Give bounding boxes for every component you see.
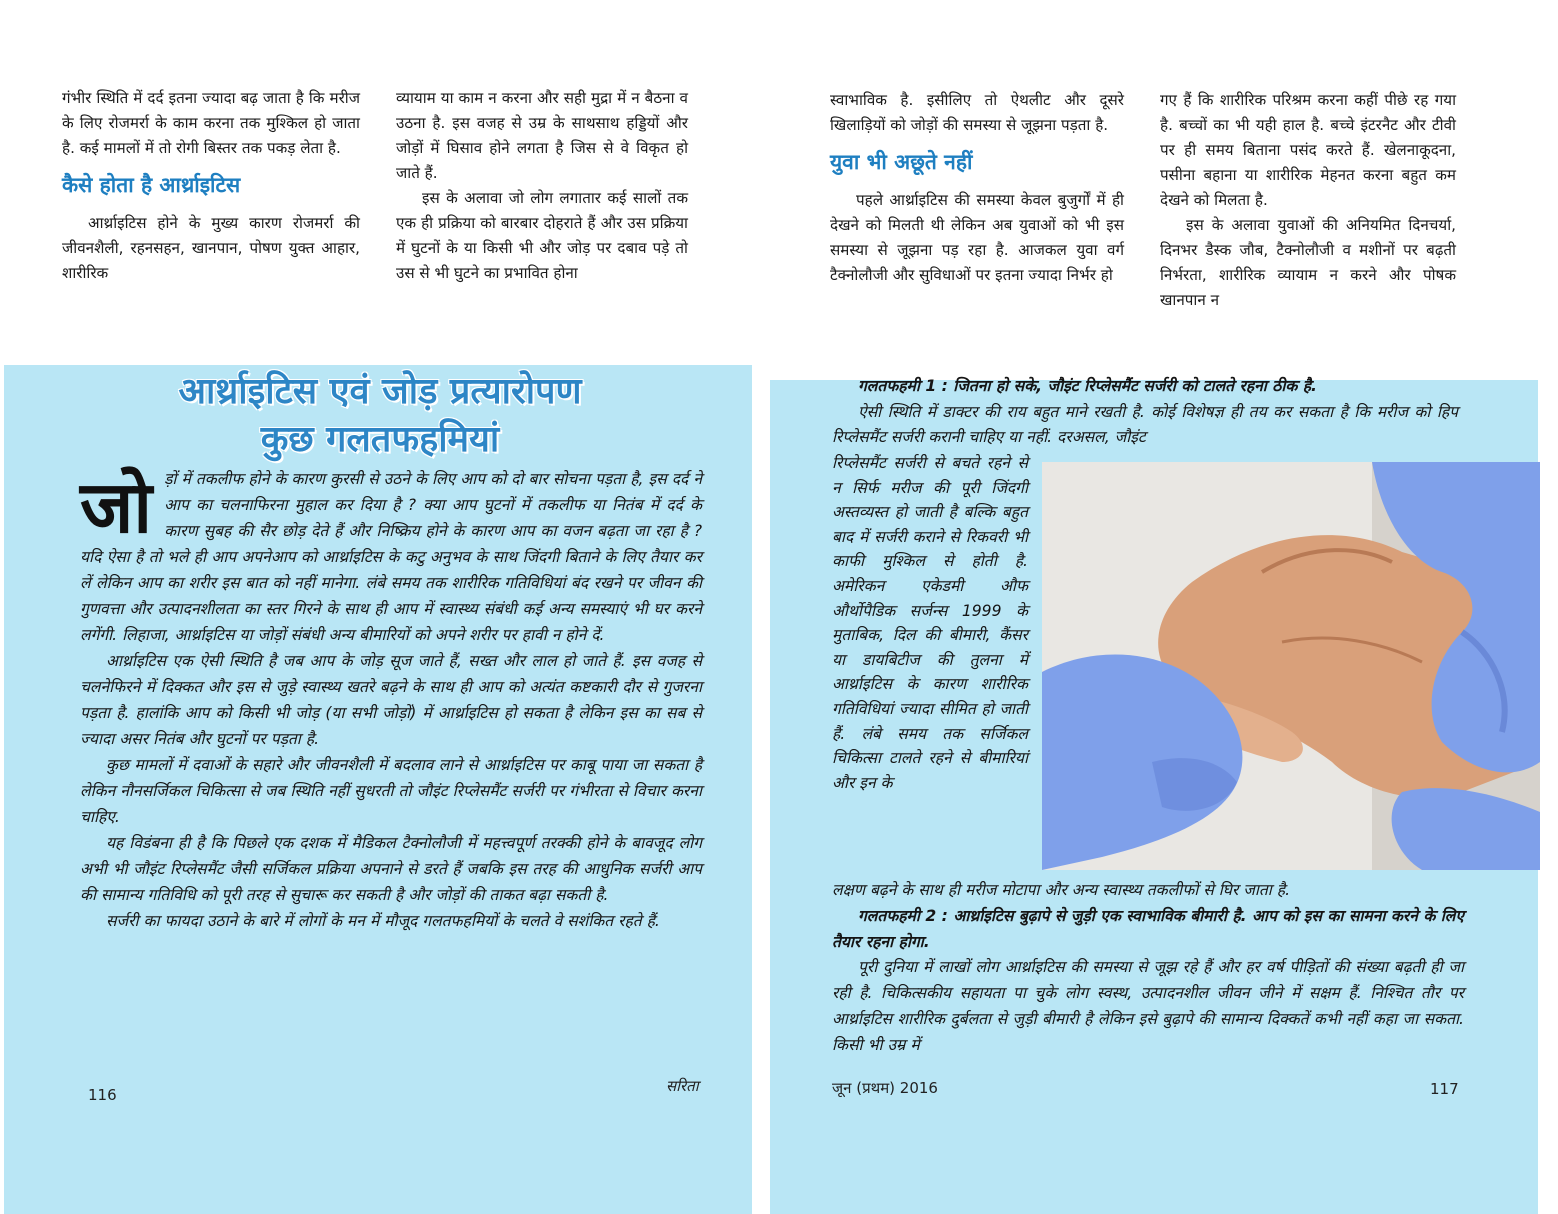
body-para-5: सर्जरी का फायदा उठाने के बारे में लोगों के मन में मौजूद गलतफहमियों के चलते वे सशंकित रहते हैं. (106, 912, 660, 930)
body-para-1 (80, 466, 702, 648)
right-column-2 (1160, 88, 1456, 313)
article-headline (0, 368, 760, 464)
myth-1-heading: गलतफहमी 1 : जितना हो सके, जौइंट रिप्लेसमैंट सर्जरी को टालते रहना ठीक है. (858, 377, 1317, 395)
col2-para-2: इस के अलावा जो लोग लगातार कई सालों तक एक ही प्रक्रिया को बारबार दोहराते हैं और उस प्रक्रिया में घुटनों के या किसी भी और जोड़ पर दबाव पड़े तो उस से भी घुटने का प्रभावित होना (396, 189, 688, 282)
doctor-gloved-hands-image (1042, 462, 1540, 870)
myth-continuation (832, 878, 1464, 1059)
col1-intro-text: गंभीर स्थिति में दर्द इतना ज्यादा बढ़ जाता है कि मरीज के लिए रोजमर्रा के काम करना तक मुश्किल हो जाता है. कई मामलों में तो रोगी बिस्तर तक पकड़ लेता है. (62, 89, 360, 157)
section-heading-youth: युवा भी अछूते नहीं (830, 150, 973, 174)
myth-1-text-full: ऐसी स्थिति में डाक्टर की राय बहुत माने रखती है. कोई विशेषज्ञ ही तय कर सकता है कि मरीज को हिप रिप्लेसमैंट सर्जरी करानी चाहिए या नहीं. दरअसल, जौइंट (832, 402, 1458, 446)
hands-photo (1042, 462, 1540, 870)
body-para-1-text: ड़ों में तकलीफ होने के कारण कुरसी से उठने के लिए आप को दो बार सोचना पड़ता है, इस दर्द ने आप का चलनाफिरना मुहाल कर दिया है ? क्या आप घुटनों में तकलीफ या नितंब में दर्द के कारण सुबह की सैर छोड़ देते हैं और निष्क्रिय होने के कारण आप का वजन बढ़ता जा रहा है ? यदि ऐसा है तो भले ही आप अपनेआप को आर्थ्राइटिस के कटु अनुभव के साथ जिंदगी बिताने के लिए तैयार कर लें लेकिन आप का शरीर इस बात को नहीं मानेगा. लंबे समय तक शारीरिक गतिविधियां बंद रखने पर जीवन की गुणवत्ता और उत्पादनशीलता का स्तर गिरने के साथ ही आप में स्वास्थ्य संबंधी कई अन्य समस्याएं भी घर करने लगेंगी. लिहाजा, आर्थ्राइटिस या जोड़ों संबंधी अन्य बीमारियों को अपने शरीर पर हावी न होने दें. (80, 470, 702, 644)
headline-line-2: कुछ गलतफहमियां (260, 419, 500, 460)
left-column-1 (62, 86, 360, 286)
magazine-name: सरिता (666, 1077, 699, 1095)
col2-para-1: व्यायाम या काम न करना और सही मुद्रा में न बैठना व उठना है. इस वजह से उम्र के साथसाथ हड्डियों और जोड़ों में घिसाव होने लगता है जिस से वे विकृत हो जाते हैं. (396, 89, 688, 182)
myth-1-text-after: लक्षण बढ़ने के साथ ही मरीज मोटापा और अन्य स्वास्थ्य तकलीफों से घिर जाता है. (832, 881, 1291, 899)
myth-2-text: पूरी दुनिया में लाखों लोग आर्थ्राइटिस की समस्या से जूझ रहे हैं और हर वर्ष पीड़ितों की संख्या बढ़ती ही जा रही है. चिकित्सकीय सहायता पा चुके लोग स्वस्थ, उत्पादनशील जीवन जीने में सक्षम हैं. निश्चित तौर पर आर्थ्राइटिस शारीरिक दुर्बलता से जुड़ी बीमारी है लेकिन इसे बुढ़ापे की सामान्य दिक्कतें कभी नहीं कहा जा सकता. किसी भी उम्र में (832, 958, 1464, 1054)
left-page (0, 0, 760, 1214)
right-column-1 (830, 88, 1124, 288)
section-heading-causes: कैसे होता है आर्थ्राइटिस (62, 173, 241, 197)
body-para-4: यह विडंबना ही है कि पिछले एक दशक में मैडिकल टैक्नोलौजी में महत्त्वपूर्ण तरक्की होने के बावजूद लोग अभी भी जौइंट रिप्लेसमैंट जैसी सर्जिकल प्रक्रिया अपनाने से डरते हैं जबकि इस तरह की आधुनिक सर्जरी आप की सामान्य गतिविधि को पूरी तरह से सुचारू कर सकती है और जोड़ों की ताकत बढ़ा सकती है. (80, 834, 702, 904)
headline-line-1: आर्थ्राइटिस एवं जोड़ प्रत्यारोपण (178, 371, 582, 412)
myth-2-heading: गलतफहमी 2 : आर्थ्राइटिस बुढ़ापे से जुड़ी एक स्वाभाविक बीमारी है. आप को इस का सामना करने के लिए तैयार रहना होगा. (832, 906, 1464, 951)
page-number-left: 116 (88, 1086, 117, 1104)
myth-1-intro (832, 374, 1458, 451)
issue-date: जून (प्रथम) 2016 (832, 1079, 938, 1097)
article-body (80, 466, 702, 934)
page-number-right: 117 (1430, 1080, 1459, 1098)
right-col1-para-1: स्वाभाविक है. इसीलिए तो ऐथलीट और दूसरे खिलाड़ियों को जोड़ों की समस्या से जूझना पड़ता है. (830, 91, 1124, 134)
left-column-2 (396, 86, 688, 286)
right-page (770, 0, 1558, 1214)
body-para-2: आर्थ्राइटिस एक ऐसी स्थिति है जब आप के जोड़ सूज जाते हैं, सख्त और लाल हो जाते हैं. इस वजह से चलनेफिरने में दिक्कत और इस से जुड़े स्वास्थ्य खतरे बढ़ने के साथ ही आप को अत्यंत कष्टकारी दौर से गुजरना पड़ता है. हालांकि आप को किसी भी जोड़ (या सभी जोड़ों) में आर्थ्राइटिस हो सकता है लेकिन इस का सब से ज्यादा असर नितंब और घुटनों पर पड़ता है. (80, 652, 702, 748)
myth-1-text-narrow: रिप्लेसमैंट सर्जरी से बचते रहने से न सिर्फ मरीज की पूरी जिंदगी अस्तव्यस्त हो जाती है बल्कि बहुत बाद में सर्जरी कराने से रिकवरी भी काफी मुश्किल से होती है. अमेरिकन एकेडमी औफ और्थोपैडिक सर्जन्स 1999 के मुताबिक, दिल की बीमारी, कैंसर या डायबिटीज की तुलना में आर्थ्राइटिस के कारण शारीरिक गतिविधियां ज्यादा सीमित हो जाती हैं. लंबे समय तक सर्जिकल चिकित्सा टालते रहने से बीमारियां और इन के (832, 454, 1028, 792)
drop-cap: जो (80, 465, 153, 549)
col1-causes-text: आर्थ्राइटिस होने के मुख्य कारण रोजमर्रा की जीवनशैली, रहनसहन, खानपान, पोषण युक्त आहार, शारीरिक (62, 214, 360, 282)
right-col1-para-2: पहले आर्थ्राइटिस की समस्या केवल बुजुर्गों में ही देखने को मिलती थी लेकिन अब युवाओं को भी इस समस्या से जूझना पड़ रहा है. आजकल युवा वर्ग टैक्नोलौजी और सुविधाओं पर इतना ज्यादा निर्भर हो (830, 191, 1124, 284)
right-col2-para-2: इस के अलावा युवाओं की अनियमित दिनचर्या, दिनभर डैस्क जौब, टैक्नोलौजी व मशीनों पर बढ़ती निर्भरता, शारीरिक व्यायाम न करने और पोषक खानपान न (1160, 216, 1456, 309)
right-col2-para-1: गए हैं कि शारीरिक परिश्रम करना कहीं पीछे रह गया है. बच्चों का भी यही हाल है. बच्चे इंटरनैट और टीवी पर ही समय बिताना पसंद करते हैं. खेलनाकूदना, पसीना बहाना या शारीरिक मेहनत करना बहुत कम देखने को मिलता है. (1160, 91, 1456, 209)
body-para-3: कुछ मामलों में दवाओं के सहारे और जीवनशैली में बदलाव लाने से आर्थ्राइटिस पर काबू पाया जा सकता है लेकिन नौनसर्जिकल चिकित्सा से जब स्थिति नहीं सुधरती तो जौइंट रिप्लेसमैंट सर्जरी पर गंभीरता से विचार करना चाहिए. (80, 756, 702, 826)
